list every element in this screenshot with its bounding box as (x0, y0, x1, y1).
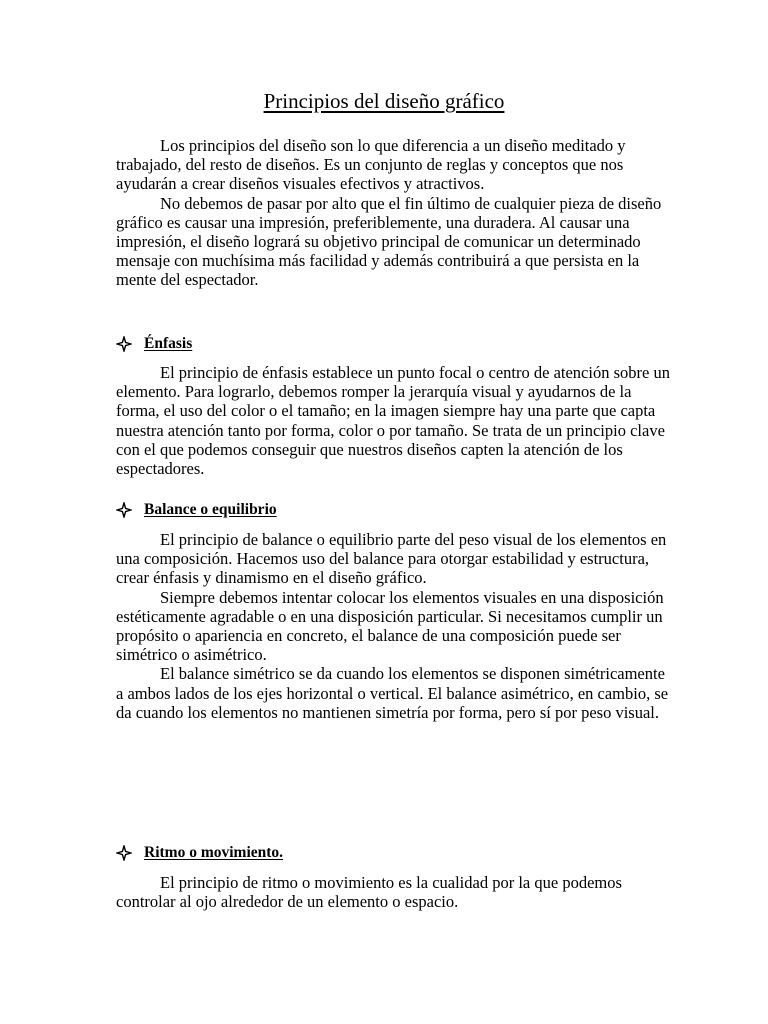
section-paragraph: Siempre debemos intentar colocar los elementos visuales en una disposición estéticamente agradable o en una disposición particular. Si necesitamos cumplir un propósito o apariencia en concreto, el balance de una composición puede ser simétrico o asimétrico. (116, 587, 664, 665)
intro-section (116, 136, 676, 290)
section-heading-label: Ritmo o movimiento. (144, 844, 284, 861)
section-heading-label: Énfasis (144, 335, 193, 352)
section-paragraph: El principio de ritmo o movimiento es la cualidad por la que podemos controlar al ojo alrededor de un elemento o espacio. (116, 873, 622, 912)
section-heading-ritmo (116, 844, 283, 862)
four-point-star-icon (116, 502, 132, 518)
page-title: Principios del diseño gráfico (263, 89, 505, 113)
section-body-ritmo (116, 873, 676, 911)
section-body-balance (116, 530, 676, 722)
section-heading-balance (116, 501, 277, 519)
intro-paragraph: Los principios del diseño son lo que diferencia a un diseño meditado y trabajado, del resto de diseños. Es un conjunto de reglas y conceptos que nos ayudarán a crear diseños visuales efectivos y atractivos. (116, 136, 626, 194)
intro-paragraph: No debemos de pasar por alto que el fin último de cualquier pieza de diseño gráfico es causar una impresión, preferiblemente, una duradera. Al causar una impresión, el diseño logrará su objetivo principal de comunicar un determinado mensaje con muchísima más facilidad y además contribuirá a que persista en la mente del espectador. (116, 193, 662, 290)
section-heading-label: Balance o equilibrio (144, 501, 277, 518)
section-heading-enfasis (116, 335, 192, 353)
section-paragraph: El principio de balance o equilibrio parte del peso visual de los elementos en una composición. Hacemos uso del balance para otorgar estabilidad y estructura, crear énfasis y dinamismo en el diseño gráfico. (116, 530, 667, 588)
section-paragraph: El principio de énfasis establece un punto focal o centro de atención sobre un elemento. Para lograrlo, debemos romper la jerarquía visual y ayudarnos de la forma, el uso del color o el tamaño; en la imagen siempre hay una parte que capta nuestra atención tanto por forma, color o por tamaño. Se trata de un principio clave con el que podemos conseguir que nuestros diseños capten la atención de los espectadores. (116, 363, 670, 479)
four-point-star-icon (116, 845, 132, 861)
section-paragraph: El balance simétrico se da cuando los elementos se disponen simétricamente a ambos lados de los ejes horizontal o vertical. El balance asimétrico, en cambio, se da cuando los elementos no mantienen simetría por forma, pero sí por peso visual. (116, 664, 669, 722)
four-point-star-icon (116, 336, 132, 352)
section-body-enfasis (116, 363, 676, 478)
